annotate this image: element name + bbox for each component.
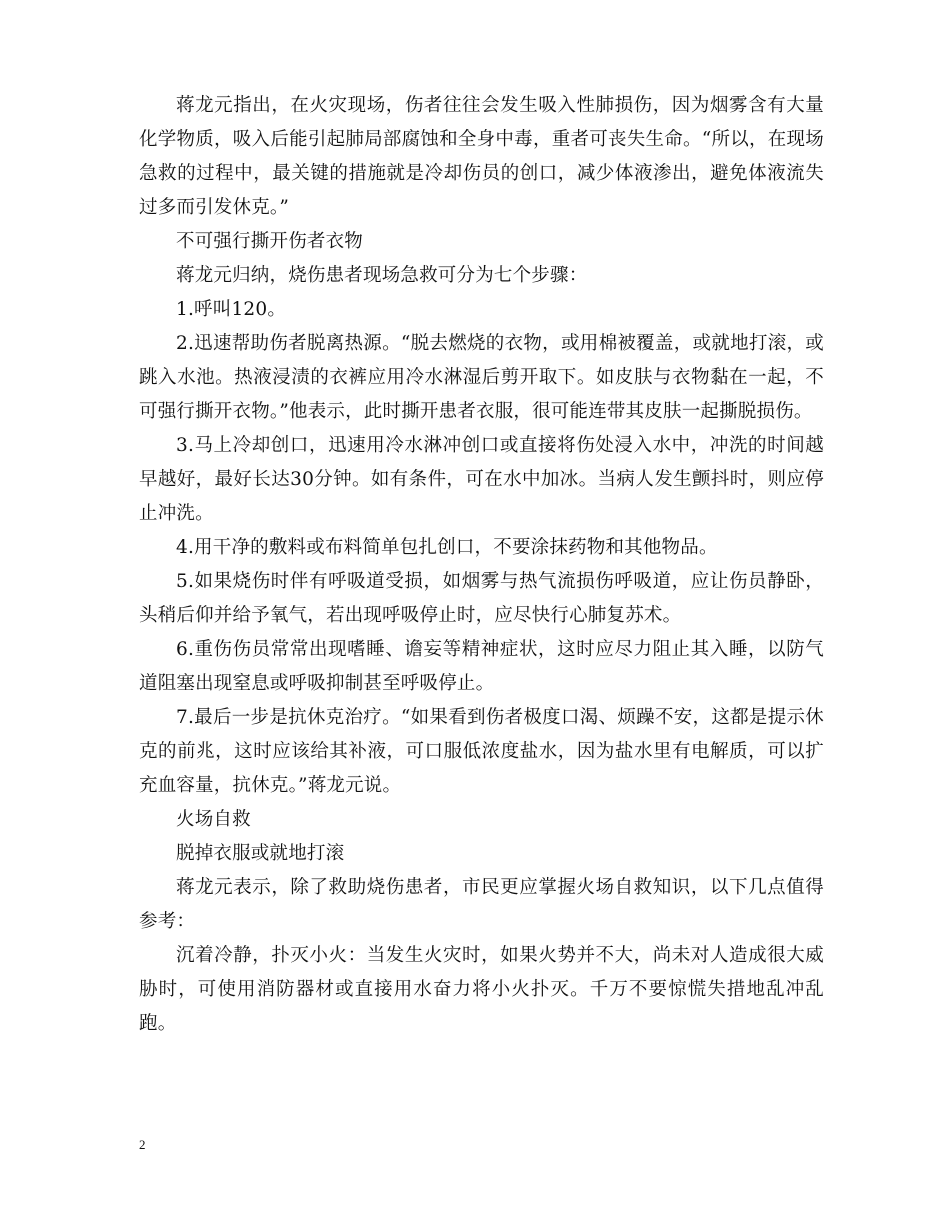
page-number: 2 xyxy=(139,1137,146,1152)
paragraph-self-rescue-intro: 蒋龙元表示，除了救助烧伤患者，市民更应掌握火场自救知识，以下几点值得参考： xyxy=(139,877,824,932)
paragraph-lung-injury: 蒋龙元指出，在火灾现场，伤者往往会发生吸入性肺损伤，因为烟雾含有大量化学物质，吸入后能引起肺局部腐蚀和全身中毒，重者可丧失生命。“所以，在现场急救的过程中，最关键的措施就是冷却伤员的创口，减少体液渗出，避免体液流失过多而引发休克。” xyxy=(139,95,824,218)
page-body xyxy=(139,89,824,1041)
step-4: 4.用干净的敷料或布料简单包扎创口，不要涂抹药物和其他物品。 xyxy=(176,537,718,558)
subheading-remove-clothes-or-roll: 脱掉衣服或就地打滚 xyxy=(176,843,345,864)
step-2: 2.迅速帮助伤者脱离热源。“脱去燃烧的衣物，或用棉被覆盖，或就地打滚，或跳入水池。热液浸渍的衣裤应用冷水淋湿后剪开取下。如皮肤与衣物黏在一起，不可强行撕开衣物。”他表示，此时撕开患者衣服，很可能连带其皮肤一起撕脱损伤。 xyxy=(139,333,824,422)
step-1: 1.呼叫120。 xyxy=(176,299,287,320)
paragraph-stay-calm: 沉着冷静，扑灭小火：当发生火灾时，如果火势并不大，尚未对人造成很大威胁时，可使用消防器材或直接用水奋力将小火扑灭。千万不要惊慌失措地乱冲乱跑。 xyxy=(139,945,824,1034)
paragraph-seven-steps-intro: 蒋龙元归纳，烧伤患者现场急救可分为七个步骤： xyxy=(176,265,588,286)
step-5: 5.如果烧伤时伴有呼吸道受损，如烟雾与热气流损伤呼吸道，应让伤员静卧，头稍后仰并给予氧气，若出现呼吸停止时，应尽快行心肺复苏术。 xyxy=(139,571,824,626)
step-7: 7.最后一步是抗休克治疗。“如果看到伤者极度口渴、烦躁不安，这都是提示休克的前兆，这时应该给其补液，可口服低浓度盐水，因为盐水里有电解质，可以扩充血容量，抗休克。”蒋龙元说。 xyxy=(139,707,824,796)
subheading-do-not-tear-clothes: 不可强行撕开伤者衣物 xyxy=(176,231,364,252)
subheading-fire-self-rescue: 火场自救 xyxy=(176,809,251,830)
step-6: 6.重伤伤员常常出现嗜睡、谵妄等精神症状，这时应尽力阻止其入睡，以防气道阻塞出现窒息或呼吸抑制甚至呼吸停止。 xyxy=(139,639,824,694)
step-3: 3.马上冷却创口，迅速用冷水淋冲创口或直接将伤处浸入水中，冲洗的时间越早越好，最好长达30分钟。如有条件，可在水中加冰。当病人发生颤抖时，则应停止冲洗。 xyxy=(139,435,824,524)
